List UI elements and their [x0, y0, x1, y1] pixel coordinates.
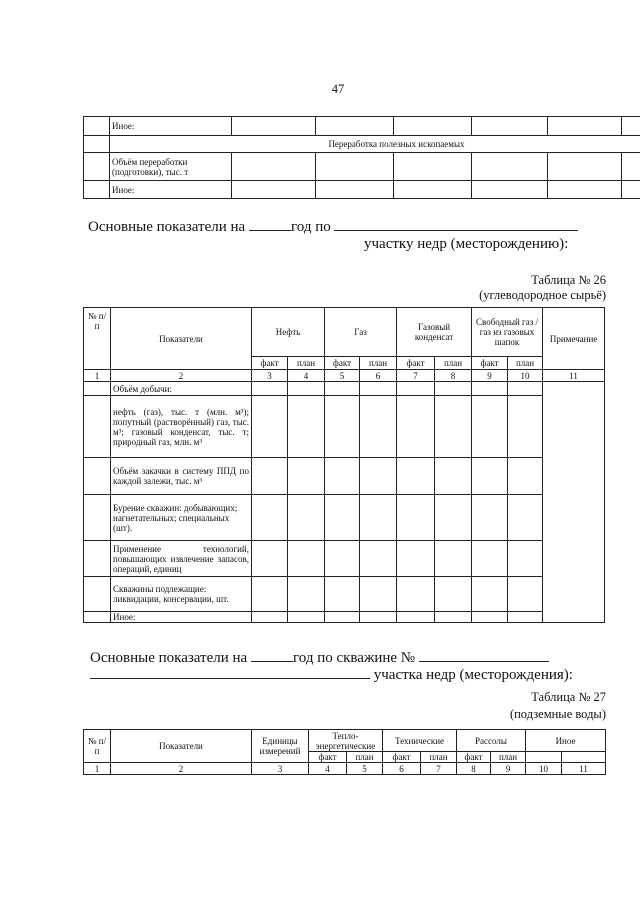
row-label: Применение технологий, повышающих извлечение запасов, операций, единиц	[111, 541, 252, 577]
subheader-plan: план	[347, 752, 383, 763]
subheader-fact: факт	[325, 357, 360, 370]
table27-header-row	[84, 730, 606, 752]
top-row-other-2-label: Иное:	[110, 181, 232, 199]
subheader-plan: план	[288, 357, 325, 370]
subheader-plan: план	[360, 357, 397, 370]
table-row	[84, 396, 605, 458]
subheader-fact: факт	[397, 357, 435, 370]
subheader-fact: факт	[309, 752, 347, 763]
year-blank-26[interactable]	[249, 218, 291, 231]
col-number: 3	[252, 763, 309, 775]
subheader-plan: план	[435, 357, 472, 370]
col-number: 11	[562, 763, 606, 775]
row-label: Объём закачки в систему ППД по каждой залежи, тыс. м³	[111, 458, 252, 495]
table-row	[84, 541, 605, 577]
header-technical: Технические	[383, 730, 457, 752]
col-number: 2	[111, 763, 252, 775]
header-free-gas: Свободный газ / газ из газовых шапок	[472, 308, 543, 357]
table26-header-row	[84, 308, 605, 357]
table27-title: Таблица № 27	[531, 690, 606, 704]
col-number: 6	[383, 763, 421, 775]
col-number: 6	[360, 370, 397, 382]
header-brines: Рассолы	[457, 730, 526, 752]
subheader-plan: план	[421, 752, 457, 763]
subheader-fact: факт	[252, 357, 288, 370]
col-number: 1	[84, 763, 111, 775]
subheader-plan: план	[491, 752, 526, 763]
col-number: 5	[325, 370, 360, 382]
row-label: нефть (газ), тыс. т (млн. м³); попутный (растворённый) газ, тыс. м³; газовый конденсат, тыс. т; природный газ, млн. м³	[111, 396, 252, 458]
table-27	[83, 729, 606, 775]
table26-number-row	[84, 370, 605, 382]
heading-27-line2	[90, 666, 573, 684]
heading-26-line1	[88, 218, 588, 236]
field-name-blank-26[interactable]	[334, 218, 578, 231]
row-label: Объём добычи:	[111, 382, 252, 396]
top-row-processing-label: Объём переработки (подготовки), тыс. т	[110, 153, 232, 181]
well-number-blank[interactable]	[419, 649, 549, 662]
col-number: 9	[491, 763, 526, 775]
col-number: 3	[252, 370, 288, 382]
col-number: 10	[508, 370, 543, 382]
col-number: 10	[526, 763, 562, 775]
heading-27-line1	[90, 649, 590, 667]
table-row	[84, 577, 605, 612]
row-label: Иное:	[111, 612, 252, 623]
header-num: № п/п	[84, 730, 111, 763]
subheader-fact: факт	[383, 752, 421, 763]
col-number: 8	[457, 763, 491, 775]
table-row	[84, 382, 605, 396]
page-number: 47	[331, 82, 345, 96]
heading-26-part3: участку недр (месторождению):	[364, 236, 569, 252]
heading-26-part2: год по	[290, 219, 331, 235]
col-number: 7	[421, 763, 457, 775]
heading-26-part1: Основные показатели на	[88, 219, 246, 235]
col-number: 4	[309, 763, 347, 775]
table-26	[83, 307, 605, 623]
header-thermal: Тепло-энергетические	[309, 730, 383, 752]
header-gas: Газ	[325, 308, 397, 357]
col-number: 5	[347, 763, 383, 775]
row-label: Бурение скважин: добывающих; нагнетательных; специальных (шт).	[111, 495, 252, 541]
header-num: № п/п	[84, 308, 111, 370]
table27-subtitle: (подземные воды)	[509, 707, 606, 721]
top-row-other-2	[84, 181, 640, 199]
heading-27-part2: год по скважине №	[292, 650, 416, 666]
table26-subtitle: (углеводородное сырьё)	[479, 288, 606, 302]
subheader-fact: факт	[457, 752, 491, 763]
header-other: Иное	[526, 730, 606, 752]
header-oil: Нефть	[252, 308, 325, 357]
col-number: 9	[472, 370, 508, 382]
row-label: Скважины подлежащие: ликвидации, консервации, шт.	[111, 577, 252, 612]
col-number: 7	[397, 370, 435, 382]
table-row	[84, 612, 605, 623]
header-note: Примечание	[543, 308, 605, 370]
top-section-row	[84, 136, 640, 153]
subheader-plan: план	[508, 357, 543, 370]
col-number: 1	[84, 370, 111, 382]
table-row	[84, 458, 605, 495]
section-header: Переработка полезных ископаемых	[110, 136, 640, 153]
table-row	[84, 495, 605, 541]
top-table	[83, 116, 640, 199]
field-name-blank-27[interactable]	[90, 666, 370, 679]
header-indicators: Показатели	[111, 730, 252, 763]
header-units: Единицы измерений	[252, 730, 309, 763]
col-number: 8	[435, 370, 472, 382]
col-number: 4	[288, 370, 325, 382]
col-number: 11	[543, 370, 605, 382]
top-row-other	[84, 117, 640, 136]
header-indicators: Показатели	[111, 308, 252, 370]
heading-27-part1: Основные показатели на	[90, 650, 248, 666]
table27-number-row	[84, 763, 606, 775]
top-row-processing	[84, 153, 640, 181]
subheader-fact: факт	[472, 357, 508, 370]
table26-title: Таблица № 26	[531, 273, 606, 287]
col-number: 2	[111, 370, 252, 382]
header-condensate: Газовый конденсат	[397, 308, 472, 357]
year-blank-27[interactable]	[251, 649, 293, 662]
heading-27-part3: участка недр (месторождения):	[373, 667, 573, 683]
top-row-other-label: Иное:	[110, 117, 232, 136]
